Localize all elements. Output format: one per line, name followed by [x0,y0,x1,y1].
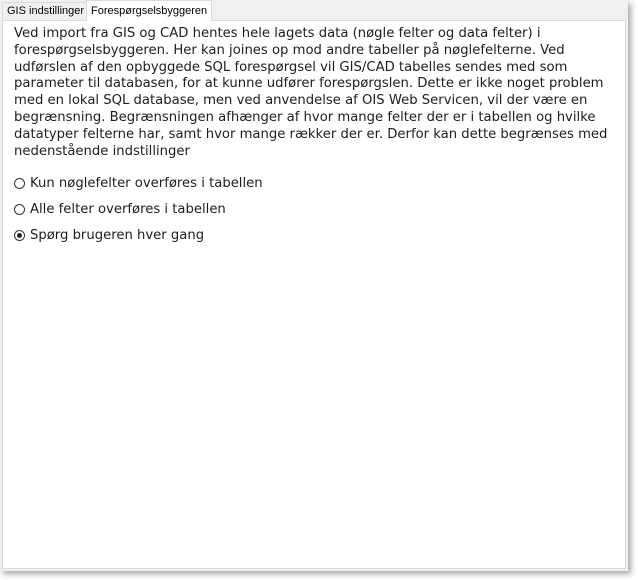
tab-query-builder[interactable]: Forespørgselsbyggeren [86,0,212,21]
option-label: Kun nøglefelter overføres i tabellen [30,176,263,191]
tab-gis-settings[interactable]: GIS indstillinger [2,2,89,21]
option-label: Spørg brugeren hver gang [30,228,205,243]
option-label: Alle felter overføres i tabellen [30,202,226,217]
radio-button-selected[interactable] [14,230,25,241]
radio-button[interactable] [14,204,25,215]
description-text: Ved import fra GIS og CAD hentes hele lagets data (nøgle felter og data felter) i forespørgselsbyggeren. Her kan joines op mod andre tabeller på nøglefelterne. Ved udførslen af den opbyggede SQL forespørgsel vil GIS/CAD tabelles sendes med som parameter til databasen, for at kunne udfører forespørgslen. Dette er ikke noget problem med en lokal SQL database, men ved anvendelse af OIS Web Servicen, vil der være en begrænsning. Begrænsningen afhænger af hvor mange felter der er i tabellen og hvilke datatyper felterne har, samt hvor mange rækker der er. Derfor kan dette begrænses med nedenstående indstillinger [14,26,608,159]
option-ask-user[interactable] [14,228,204,243]
tab-panel [2,20,626,569]
option-all-fields[interactable] [14,202,226,217]
radio-button[interactable] [14,178,25,189]
tab-strip [0,0,628,21]
option-key-fields-only[interactable] [14,176,263,191]
